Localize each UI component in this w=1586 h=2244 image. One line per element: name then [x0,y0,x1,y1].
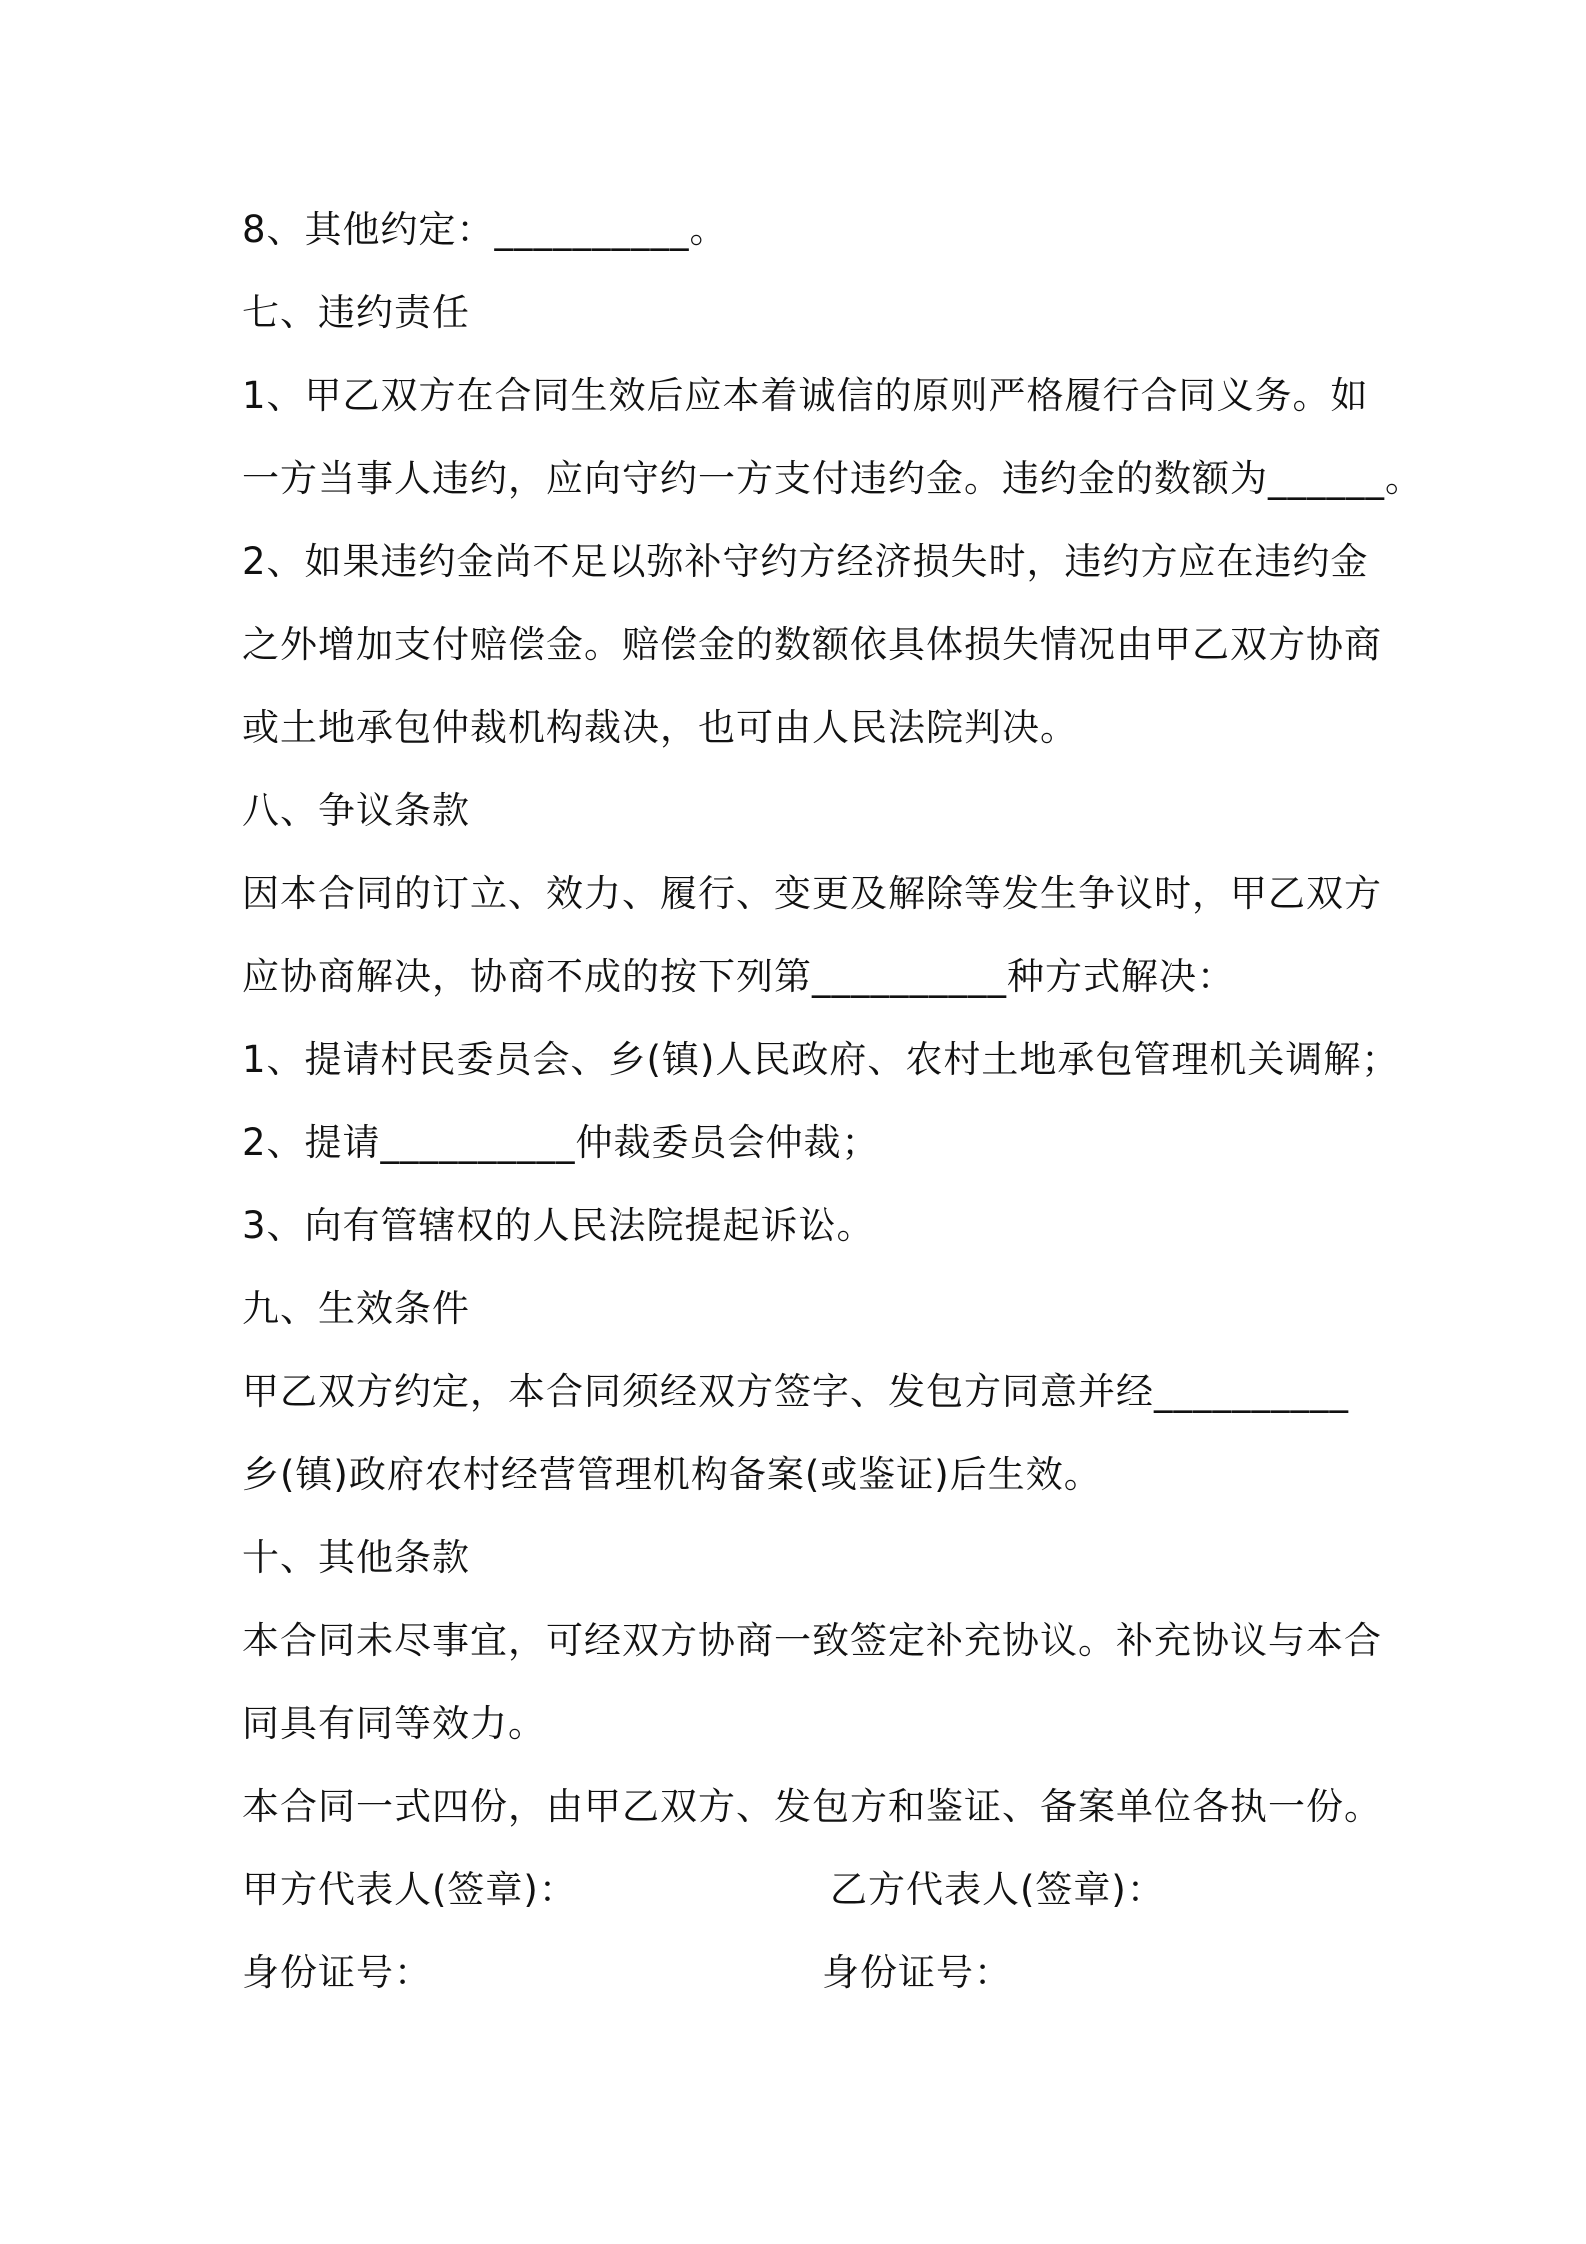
section-heading-other-terms: 十、其他条款 [242,1536,470,1579]
other-terms-line-1: 本合同未尽事宜，可经双方协商一致签定补充协议。补充协议与本合 [242,1619,1382,1662]
section-heading-breach-liability: 七、违约责任 [242,291,470,334]
effective-clause-line-2: 乡(镇)政府农村经营管理机构备案(或鉴证)后生效。 [242,1453,1102,1496]
other-terms-line-2: 同具有同等效力。 [242,1702,546,1745]
section-heading-dispute: 八、争议条款 [242,789,470,832]
breach-clause-1-line-1: 1、甲乙双方在合同生效后应本着诚信的原则严格履行合同义务。如 [242,374,1369,417]
breach-clause-2-line-1: 2、如果违约金尚不足以弥补守约方经济损失时，违约方应在违约金 [242,540,1369,583]
dispute-intro-line-1: 因本合同的订立、效力、履行、变更及解除等发生争议时，甲乙双方 [242,872,1382,915]
clause-other-agreement: 8、其他约定：__________。 [242,208,728,251]
dispute-option-2: 2、提请__________仲裁委员会仲裁； [242,1121,880,1164]
dispute-option-3: 3、向有管辖权的人民法院提起诉讼。 [242,1204,875,1247]
breach-clause-2-line-3: 或土地承包仲裁机构裁决，也可由人民法院判决。 [242,706,1078,749]
party-a-representative-label: 甲方代表人(签章)： [242,1868,577,1911]
party-b-id-number-label: 身份证号： [822,1951,1012,1994]
party-b-representative-label: 乙方代表人(签章)： [830,1868,1165,1911]
party-a-id-number-label: 身份证号： [242,1951,432,1994]
dispute-option-1: 1、提请村民委员会、乡(镇)人民政府、农村土地承包管理机关调解； [242,1038,1400,1081]
dispute-intro-line-2: 应协商解决，协商不成的按下列第__________种方式解决： [242,955,1235,998]
effective-clause-line-1: 甲乙双方约定，本合同须经双方签字、发包方同意并经__________ [242,1370,1349,1413]
copies-clause: 本合同一式四份，由甲乙双方、发包方和鉴证、备案单位各执一份。 [242,1785,1382,1828]
breach-clause-1-line-2: 一方当事人违约，应向守约一方支付违约金。违约金的数额为______。 [242,457,1423,500]
breach-clause-2-line-2: 之外增加支付赔偿金。赔偿金的数额依具体损失情况由甲乙双方协商 [242,623,1382,666]
section-heading-effective-conditions: 九、生效条件 [242,1287,470,1330]
